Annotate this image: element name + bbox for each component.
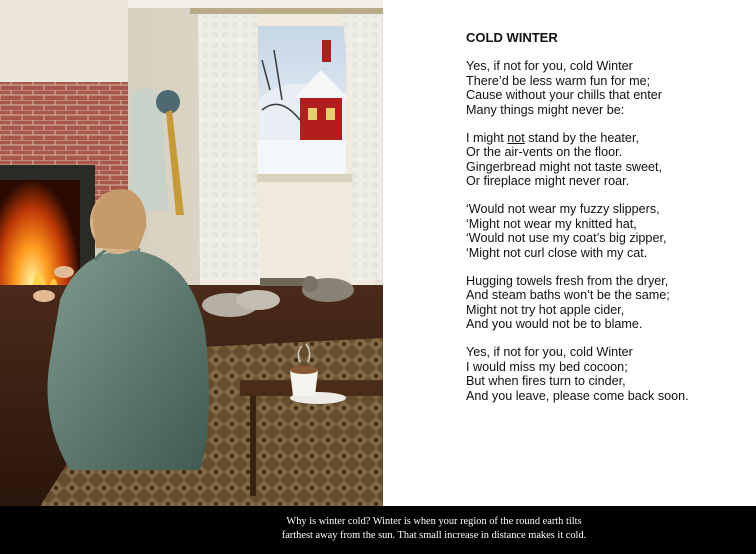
caption-line-2: farthest away from the sun. That small increase in distance makes it cold. bbox=[281, 530, 587, 541]
poem-line: But when fires turn to cinder, bbox=[466, 374, 626, 388]
poem bbox=[466, 30, 751, 417]
underlined-word: not bbox=[507, 130, 525, 145]
poem-line: Hugging towels fresh from the dryer, bbox=[466, 273, 669, 288]
caption bbox=[134, 515, 734, 543]
poem-line: Many things might never be: bbox=[466, 102, 625, 117]
caption-line-1: Why is winter cold? Winter is when your region of the round earth tilts bbox=[286, 516, 582, 527]
poem-line: Yes, if not for you, cold Winter bbox=[466, 345, 633, 359]
poem-stanza-4 bbox=[466, 274, 751, 332]
poem-line: ‘Might not wear my knitted hat, bbox=[466, 216, 637, 231]
poem-line: I would miss my bed cocoon; bbox=[466, 359, 628, 374]
poem-stanza-2 bbox=[466, 131, 751, 189]
poem-stanza-1 bbox=[466, 59, 751, 117]
winter-scene-illustration bbox=[0, 0, 383, 506]
caption-bar bbox=[0, 506, 756, 554]
poem-line: Gingerbread might not taste sweet, bbox=[466, 159, 663, 174]
poem-line: And you leave, please come back soon. bbox=[466, 388, 689, 403]
poem-line: ‘Would not wear my fuzzy slippers, bbox=[466, 202, 660, 216]
poem-line: Yes, if not for you, cold Winter bbox=[466, 59, 633, 73]
poem-line: ‘Would not use my coat’s big zipper, bbox=[466, 231, 667, 245]
poem-line: Or fireplace might never roar. bbox=[466, 174, 630, 188]
poem-line: Might not try hot apple cider, bbox=[466, 302, 625, 317]
poem-stanza-3 bbox=[466, 202, 751, 260]
poem-stanza-5 bbox=[466, 345, 751, 403]
poem-line: There’d be less warm fun for me; bbox=[466, 73, 651, 88]
poem-line: Cause without your chills that enter bbox=[466, 88, 663, 102]
poem-line-with-underline: I might not stand by the heater, bbox=[466, 130, 639, 145]
poem-line: And you would not be to blame. bbox=[466, 317, 643, 331]
poem-line: Or the air-vents on the floor. bbox=[466, 145, 623, 159]
poem-title: COLD WINTER bbox=[466, 30, 558, 45]
poem-line: ‘Might not curl close with my cat. bbox=[466, 245, 648, 260]
poem-line: And steam baths won’t be the same; bbox=[466, 288, 670, 302]
